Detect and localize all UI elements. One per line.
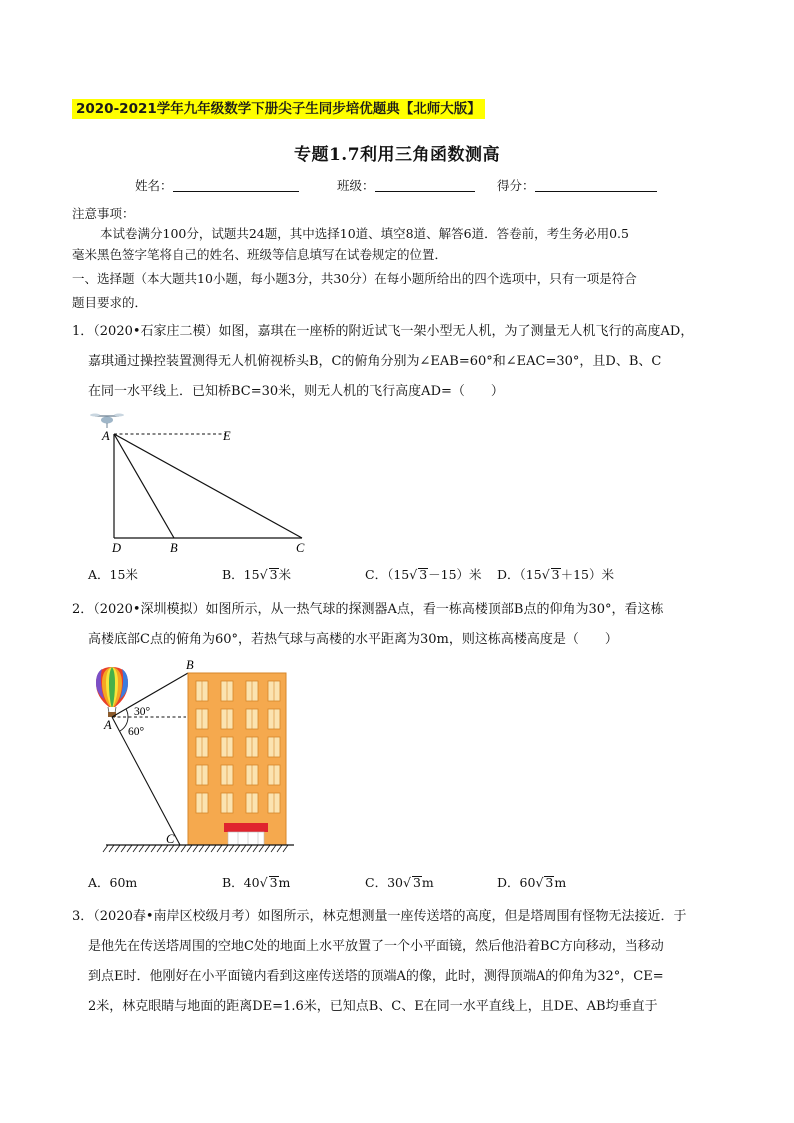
notice-heading: 注意事项： [72,206,135,221]
hatch-stroke [109,845,114,852]
hatch-stroke [265,845,270,852]
name-field [135,176,299,194]
score-label: 得分： [497,178,535,193]
header-banner: 2020-2021学年九年级数学下册尖子生同步培优题典【北师大版】 [72,99,485,119]
score-field [497,176,657,194]
q2-figure [88,655,298,860]
hatch-stroke [247,845,252,852]
hatch-stroke [283,845,288,852]
sqrt-icon: √ [259,875,268,890]
q1-option-d[interactable] [497,565,614,583]
hatch-stroke [193,845,198,852]
line-ac [114,434,302,538]
q1-line-3: 在同一水平线上．已知桥BC=30米，则无人机的飞行高度AD=（ ） [88,384,504,399]
hatch-stroke [175,845,180,852]
hot-air-balloon-icon [96,667,128,717]
building-door [228,832,264,845]
q1-option-c-radicand: 3 [419,567,428,582]
point-e-label: E [223,429,231,443]
hatch-stroke [241,845,246,852]
q2-option-d[interactable] [497,873,566,891]
score-blank[interactable] [535,179,657,192]
q1-option-c[interactable] [365,565,482,583]
hatch-stroke [211,845,216,852]
q2-option-b-coef: B．40 [222,875,260,890]
hatch-stroke [151,845,156,852]
point-c-label: C [296,541,305,555]
hatch-stroke [163,845,168,852]
q1-option-b-coef: B．15 [222,567,260,582]
q1-option-d-radicand: 3 [551,567,560,582]
q2-option-c[interactable] [365,873,434,891]
hatch-stroke [229,845,234,852]
angle-arc-down [120,717,128,731]
q1-line-1: 1．（2020•石家庄二模）如图，嘉琪在一座桥的附近试飞一架小型无人机，为了测量无人机飞行的高度AD， [72,324,694,339]
hatch-stroke [145,845,150,852]
q2-option-d-coef: D．60 [497,875,536,890]
hatch-stroke [157,845,162,852]
sqrt-icon: √ [402,875,411,890]
hatch-stroke [205,845,210,852]
notice-line-2: 毫米黑色签字笔将自己的姓名、班级等信息填写在试卷规定的位置． [72,247,448,262]
angle-arc-up [126,709,128,717]
q1-option-b[interactable] [222,565,291,583]
hatch-stroke [115,845,120,852]
class-label: 班级： [337,178,375,193]
q1-figure [80,410,340,560]
line-ab [114,434,174,538]
hatch-stroke [103,845,108,852]
name-label: 姓名： [135,178,173,193]
line-ac [112,717,180,845]
q2-option-d-unit: m [554,875,567,890]
q1-option-b-radicand: 3 [269,567,278,582]
point-a-label: A [104,718,112,732]
q3-line-4: 2米，林克眼睛与地面的距离DE=1.6米，已知点B、C、E在同一水平直线上，且DE、AB均垂直于 [88,999,658,1014]
q2-line-1: 2．（2020•深圳模拟）如图所示，从一热气球的探测器A点，看一栋高楼顶部B点的仰角为30°，看这栋 [72,602,664,617]
q2-option-b[interactable] [222,873,290,891]
angle-down-label: 60° [128,726,145,738]
hatch-stroke [187,845,192,852]
hatch-stroke [259,845,264,852]
q2-option-c-unit: m [421,875,434,890]
q2-option-d-radicand: 3 [545,875,554,890]
hatch-stroke [199,845,204,852]
q2-line-2: 高楼底部C点的俯角为60°，若热气球与高楼的水平距离为30m，则这栋高楼高度是（ ） [88,632,618,647]
notice-line-1: 本试卷满分100分，试题共24题，其中选择10道、填空8道、解答6道．答卷前，考生务必用0.5 [100,226,629,241]
ground-hatch [103,845,288,852]
sqrt-icon: √ [259,567,268,582]
q2-option-c-radicand: 3 [412,875,421,890]
sqrt-icon: √ [535,875,544,890]
hatch-stroke [235,845,240,852]
hatch-stroke [169,845,174,852]
point-a-label: A [102,429,110,443]
hatch-stroke [139,845,144,852]
q1-option-d-rest: ＋15）米 [560,567,615,582]
point-d-label: D [112,541,122,555]
q3-line-3: 到点E时．他刚好在小平面镜内看到这座传送塔的顶端A的像，此时，测得顶端A的仰角为32°，CE= [88,969,664,984]
q1-option-d-coef: D．（15 [497,567,542,582]
hatch-stroke [181,845,186,852]
hatch-stroke [223,845,228,852]
sqrt-icon: √ [409,567,418,582]
sqrt-icon: √ [541,567,550,582]
q2-option-a[interactable]: A．60m [88,875,138,890]
name-blank[interactable] [173,179,299,192]
class-blank[interactable] [375,179,475,192]
angle-up-label: 30° [134,706,151,718]
hatch-stroke [277,845,282,852]
drone-icon [90,414,124,429]
section-heading-line-2: 题目要求的． [72,295,148,310]
q1-option-a[interactable]: A．15米 [88,567,138,582]
page-title: 专题1.7利用三角函数测高 [293,145,501,165]
q2-option-b-unit: m [278,875,291,890]
hatch-stroke [121,845,126,852]
hatch-stroke [271,845,276,852]
q2-option-b-radicand: 3 [269,875,278,890]
class-field [337,176,475,194]
hatch-stroke [253,845,258,852]
q1-option-b-unit: 米 [278,567,292,582]
q1-option-c-coef: C．（15 [365,567,410,582]
hatch-stroke [127,845,132,852]
q1-line-2: 嘉琪通过操控装置测得无人机俯视桥头B，C的俯角分别为∠EAB=60°和∠EAC=30°，且D、B、C [88,354,662,369]
point-c-label: C [166,832,175,846]
building-awning [224,823,268,832]
point-b-label: B [186,658,194,672]
section-heading-line-1: 一、选择题（本大题共10小题，每小题3分，共30分）在每小题所给出的四个选项中，只有一项是符合 [72,271,637,286]
hatch-stroke [133,845,138,852]
q2-option-c-coef: C．30 [365,875,403,890]
q3-line-2: 是他先在传送塔周围的空地C处的地面上水平放置了一个小平面镜，然后他沿着BC方向移动，当移动 [88,939,664,954]
q3-line-1: 3．（2020春•南岸区校级月考）如图所示，林克想测量一座传送塔的高度，但是塔周围有怪物无法接近．于 [72,909,687,924]
point-b-label: B [170,541,178,555]
hatch-stroke [217,845,222,852]
q1-option-c-rest: －15）米 [428,567,482,582]
